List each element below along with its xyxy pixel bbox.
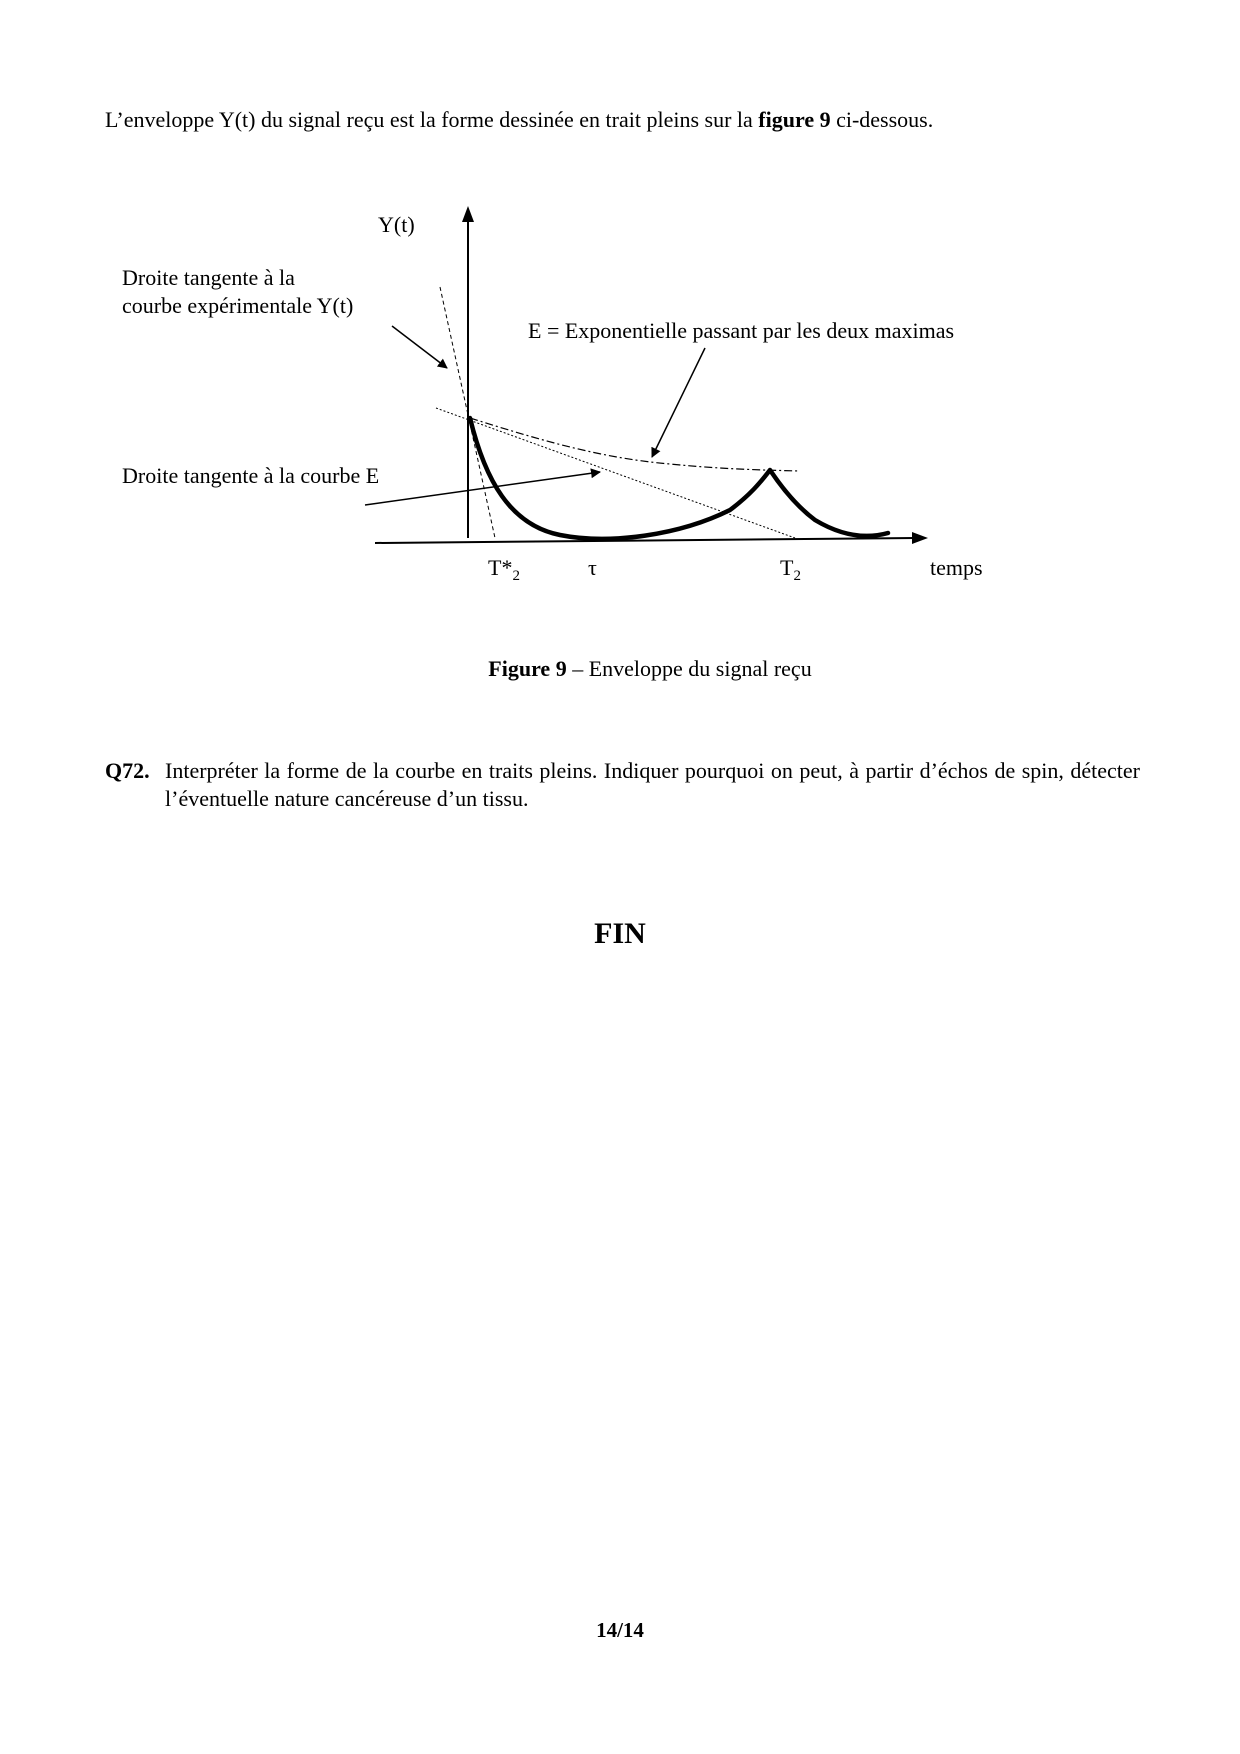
question-number: Q72. (105, 758, 150, 783)
exponential-E-curve (470, 418, 800, 471)
question-block (105, 757, 1140, 813)
intro-text-after: ci-dessous. (830, 107, 934, 132)
x-axis-arrowhead (912, 532, 928, 544)
annotation-exponential: E = Exponentielle passant par les deux maximas (528, 318, 955, 343)
x-axis-label: temps (930, 555, 983, 580)
arrow-tangent-E (365, 472, 600, 505)
question-text: Interpréter la forme de la courbe en traits pleins. Indiquer pourquoi on peut, à partir d’échos de spin, détecter l’éventuelle nature cancéreuse d’un tissu. (165, 758, 1140, 811)
y-axis-label: Y(t) (378, 212, 415, 237)
end-marker: FIN (594, 917, 646, 950)
intro-figure-ref: figure 9 (758, 107, 831, 132)
x-axis (375, 538, 915, 543)
caption-figure-number: Figure 9 (488, 656, 567, 681)
figure-9-diagram (0, 0, 1240, 620)
annotation-tangent-experimental-line2: courbe expérimentale Y(t) (122, 293, 354, 318)
arrow-tangent-experimental (392, 326, 447, 368)
experimental-curve (470, 418, 888, 539)
arrow-exponential-E (652, 348, 705, 457)
caption-text: – Enveloppe du signal reçu (566, 656, 812, 681)
annotation-tangent-E: Droite tangente à la courbe E (122, 463, 380, 488)
tick-label-t2: $T_2$ (780, 555, 801, 584)
page-number: 14/14 (596, 1618, 644, 1642)
y-axis-arrowhead (462, 206, 474, 222)
figure-caption (0, 655, 1240, 683)
tick-label-t2-star: $T*_2$ (488, 555, 520, 584)
intro-text-before: L’enveloppe Y(t) du signal reçu est la forme dessinée en trait pleins sur la (105, 107, 759, 132)
tick-label-tau: τ (588, 555, 597, 580)
annotation-tangent-experimental-line1: Droite tangente à la (122, 265, 295, 290)
